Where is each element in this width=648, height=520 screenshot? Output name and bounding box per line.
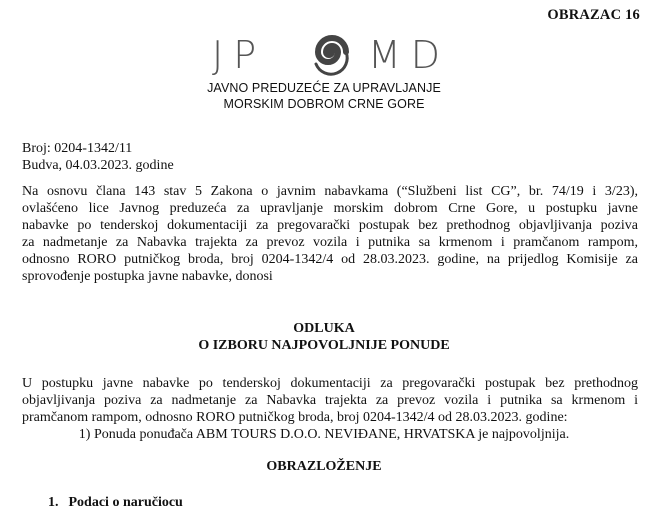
document-meta	[22, 140, 174, 174]
intro-line: za nadmetanje za Nabavka trajekta za prevoz vozila i putnika sa krmenom i pramčanom rampom,	[22, 235, 638, 250]
intro-line: sprovođenje postupka javne nabavke, donosi	[22, 269, 273, 284]
decision-line: objavljivanja poziva za nadmetanje za Nabavka trajekta za prevoz vozila i putnika sa krmenom i	[22, 393, 638, 408]
decision-title: ODLUKA	[293, 321, 355, 336]
organization-name-line-2: MORSKIM DOBROM CRNE GORE	[223, 97, 425, 111]
intro-line: nabavke po tenderskoj dokumentaciji za pregovarački postupak bez prethodnog objavljivanja poziva	[22, 218, 638, 233]
organization-name	[0, 80, 648, 112]
intro-line: odnosno RORO putničkog broda, broj 0204-1342/4 od 28.03.2023. godine, na prijedlog Komisije za	[22, 252, 638, 267]
decision-line: U postupku javne nabavke po tenderskoj dokumentaciji za pregovarački postupak bez prethodnog	[22, 376, 638, 391]
intro-paragraph	[22, 183, 638, 285]
section-heading	[48, 495, 183, 511]
reasoning-title: OBRAZLOŽENJE	[266, 459, 382, 474]
section-number: 1.	[48, 495, 59, 510]
intro-line: ovlašćeno lice Javnog preduzeća za upravljanje morskim dobrom Crne Gore, u postupku javne	[22, 201, 638, 216]
place-date: Budva, 04.03.2023. godine	[22, 158, 174, 173]
form-number: OBRAZAC 16	[547, 7, 640, 23]
section-title: Podaci o naručiocu	[68, 495, 183, 510]
shell-spiral-icon	[316, 38, 347, 74]
logo-text-left: JP	[212, 33, 267, 77]
intro-line: Na osnovu člana 143 stav 5 Zakona o javnim nabavkama (“Službeni list CG”, br. 74/19 i 3/23),	[22, 184, 638, 199]
document-number: Broj: 0204-1342/11	[22, 141, 133, 156]
decision-subtitle: O IZBORU NAJPOVOLJNIJE PONUDE	[198, 338, 450, 353]
organization-logo	[212, 30, 452, 80]
organization-name-line-1: JAVNO PREDUZEĆE ZA UPRAVLJANJE	[207, 81, 441, 95]
decision-line: pramčanom rampom, odnosno RORO putničkog broda, broj 0204-1342/4 od 28.03.2023. godine:	[22, 410, 568, 425]
logo-text-right: MD	[368, 33, 451, 77]
decision-conclusion: 1) Ponuda ponuđača ABM TOURS D.O.O. NEVIĐANE, HRVATSKA je najpovoljnija.	[78, 427, 570, 442]
decision-paragraph	[22, 375, 638, 426]
